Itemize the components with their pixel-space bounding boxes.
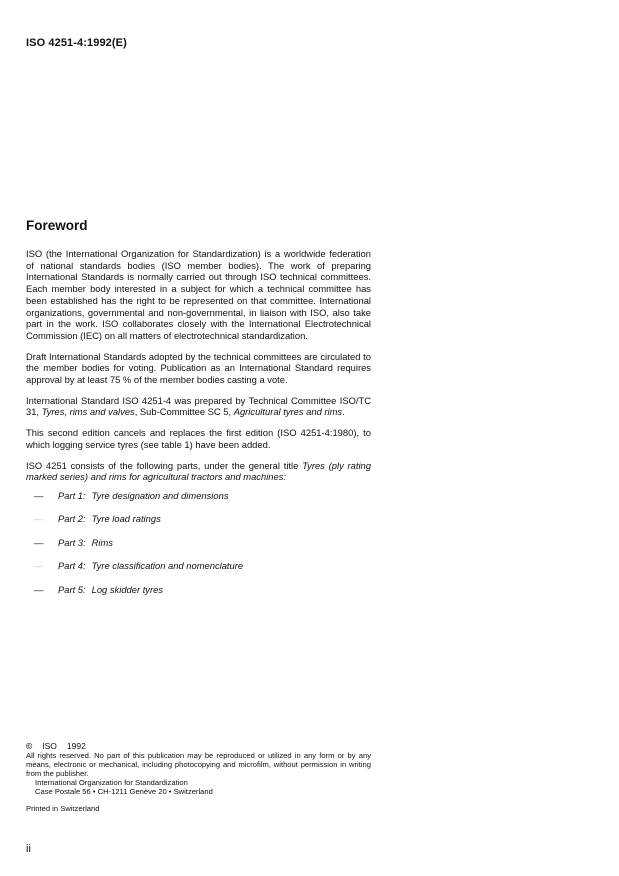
copyright-holder: ISO	[42, 741, 57, 751]
part-title: Log skidder tyres	[91, 583, 164, 595]
part-title: Tyre designation and dimensions	[91, 489, 229, 501]
list-item	[26, 513, 371, 537]
subcommittee-text: , Sub-Committee SC 5,	[134, 406, 234, 418]
committee-title: Tyres, rims and valves	[41, 406, 135, 418]
part-title: Rims	[91, 536, 113, 548]
copyright-year: 1992	[66, 741, 86, 751]
subcommittee-title: Agricultural tyres and rims	[233, 406, 343, 418]
part-number: Part 3:	[58, 536, 86, 548]
rights-statement: All rights reserved. No part of this publication may be reproduced or utilized in any form or by any means, electronic or mechanical, including photocopying and microfilm, without permission in writing from the publisher.	[26, 751, 371, 778]
printed-note: Printed in Switzerland	[26, 804, 100, 813]
standard-identifier: ISO 4251-4:1992(E)	[26, 37, 127, 49]
page-title: Foreword	[26, 218, 88, 233]
copyright-icon: ©	[26, 741, 33, 751]
part-number: Part 5:	[58, 583, 86, 595]
foreword-body	[26, 248, 371, 607]
paragraph-edition: This second edition cancels and replaces the first edition (ISO 4251-4:1980), to which logging service tyres (see table 1) have been added.	[26, 427, 371, 450]
part-number: Part 4:	[58, 560, 86, 572]
parts-intro-text: ISO 4251 consists of the following parts, under the general title	[26, 459, 303, 471]
part-number: Part 2:	[58, 513, 86, 525]
parts-list	[26, 490, 371, 608]
page-number: ii	[26, 843, 31, 855]
list-item	[26, 537, 371, 561]
paragraph-parts-intro	[26, 460, 371, 483]
prepared-by-end: .	[342, 406, 345, 418]
part-number: Part 1:	[58, 489, 86, 501]
dash-bullet: —	[34, 536, 44, 548]
dash-bullet: —	[34, 513, 44, 525]
prepared-by-text: International Standard ISO 4251-4 was prepared by Technical Committee ISO/TC 31,	[26, 394, 371, 418]
dash-bullet: —	[34, 489, 44, 501]
copyright-line	[26, 742, 371, 751]
list-item	[26, 584, 371, 608]
paragraph-draft-standards: Draft International Standards adopted by the technical committees are circulated to the member bodies for voting. Publication as an International Standard requires approval by at least 75 % of the member bodies casting a vote.	[26, 350, 371, 386]
part-title: Tyre classification and nomenclature	[91, 560, 244, 572]
paragraph-iso-intro: ISO (the International Organization for Standardization) is a worldwide federation of national standards bodies (ISO member bodies). The work of preparing International Standards is normally carried out through ISO technical committees. Each member body interested in a subject for which a technical committee has been established has the right to be represented on that committee. International organizations, governmental and non-governmental, in liaison with ISO, also take part in the work. ISO collaborates closely with the International Electrotechnical Commission (IEC) on all matters of electrotechnical standardization.	[26, 248, 371, 341]
dash-bullet: —	[34, 560, 44, 572]
paragraph-prepared-by	[26, 395, 371, 418]
list-item	[26, 560, 371, 584]
organization-address: Case Postale 56 • CH-1211 Genève 20 • Switzerland	[35, 787, 213, 796]
copyright-block	[26, 742, 371, 796]
part-title: Tyre load ratings	[91, 513, 161, 525]
dash-bullet: —	[34, 583, 44, 595]
general-title: Tyres (ply rating marked series) and rims for agricultural tractors and machines:	[26, 459, 371, 483]
list-item	[26, 490, 371, 514]
organization-name: International Organization for Standardization	[35, 778, 188, 787]
